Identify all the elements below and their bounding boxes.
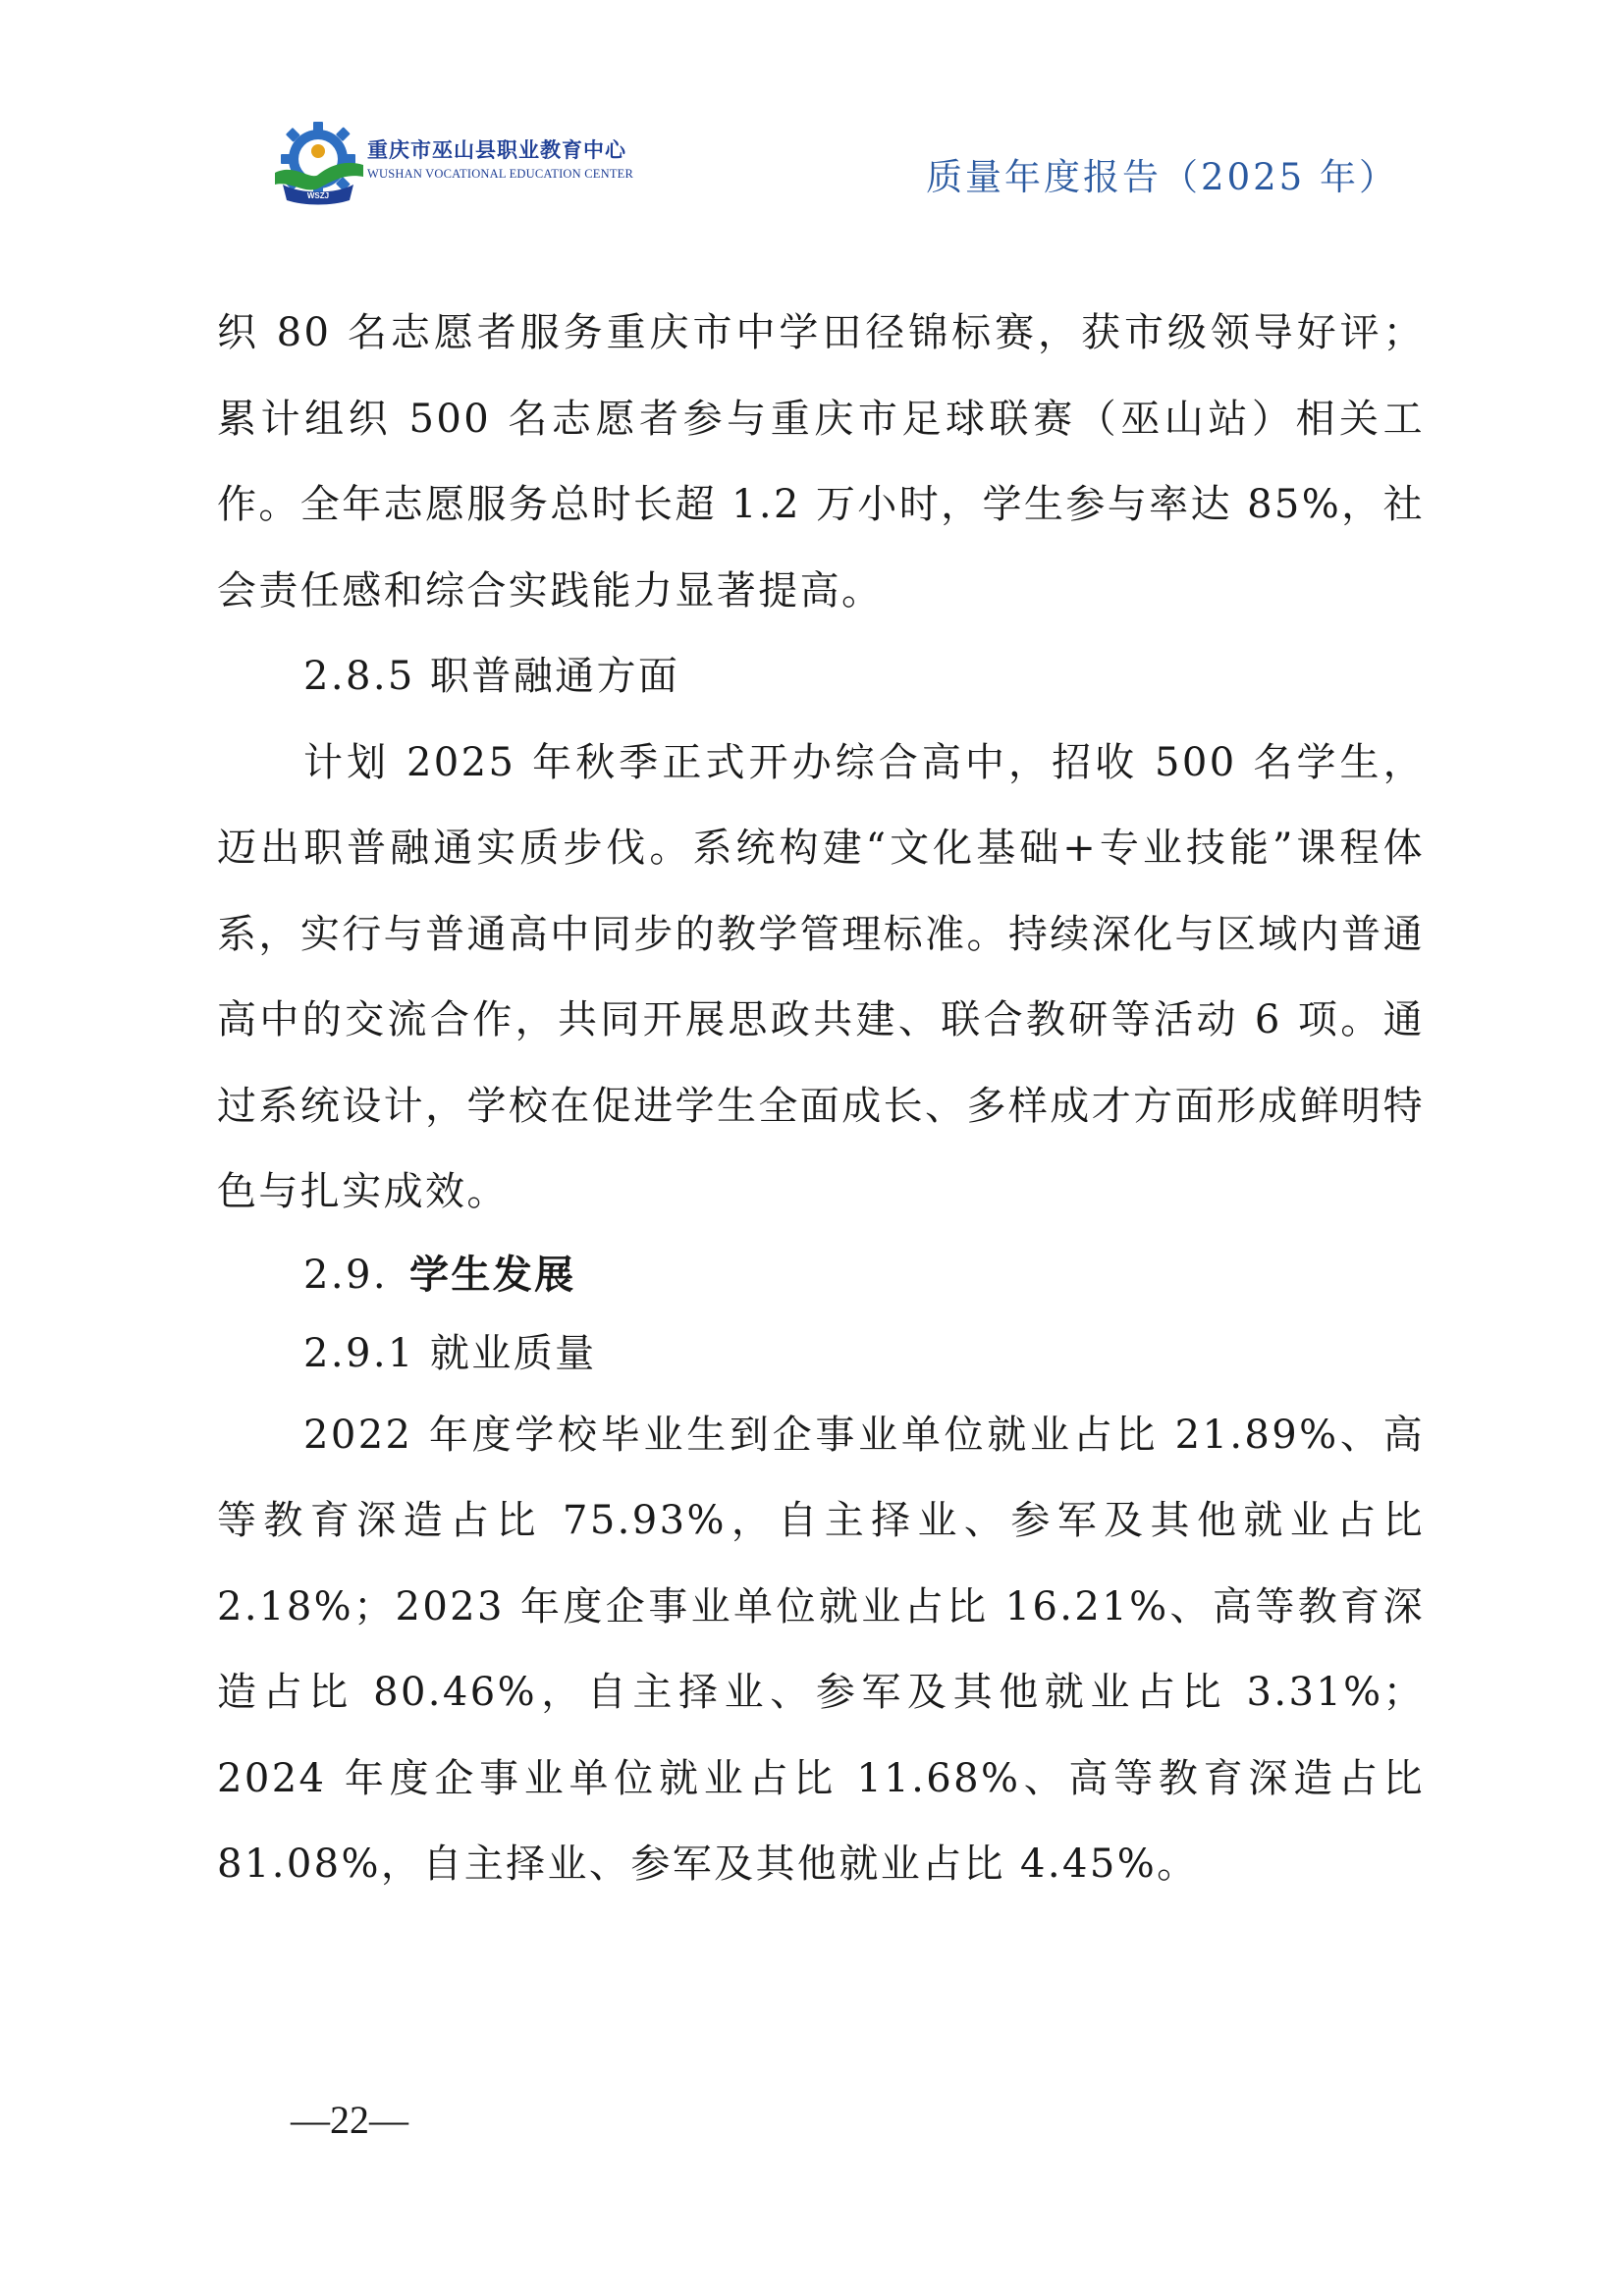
paragraph-volunteer-service: 织 80 名志愿者服务重庆市中学田径锦标赛，获市级领导好评；累计组织 500 名志愿者参与重庆市足球联赛（巫山站）相关工作。全年志愿服务总时长超 1.2 万小时，学生参与率达 85%，社会责任感和综合实践能力显著提高。 xyxy=(217,310,1425,614)
page-number: —22— xyxy=(291,2098,408,2142)
school-logo xyxy=(271,116,634,206)
gear-logo-icon xyxy=(271,116,365,206)
logo-badge-text: WSZJ xyxy=(306,191,330,200)
heading-2-9 xyxy=(217,1236,1425,1314)
heading-2-9-1: 2.9.1 就业质量 xyxy=(303,1330,597,1376)
paragraph-employment-quality: 2022 年度学校毕业生到企事业单位就业占比 21.89%、高等教育深造占比 75.93%，自主择业、参军及其他就业占比 2.18%；2023 年度企事业单位就业占比 16.21%、高等教育深造占比 80.46%，自主择业、参军及其他就业占比 3.31%；2024 年度企事业单位就业占比 11.68%、高等教育深造占比 81.08%，自主择业、参军及其他就业占比 4.45%。 xyxy=(217,1412,1425,1887)
heading-2-9-title: 学生发展 xyxy=(408,1251,576,1298)
page-body xyxy=(217,291,1425,1908)
page-header xyxy=(0,0,1624,226)
school-name-en: WUSHAN VOCATIONAL EDUCATION CENTER xyxy=(367,167,634,181)
report-title: 质量年度报告（2025 年） xyxy=(926,156,1398,198)
school-name-cn: 重庆市巫山县职业教育中心 xyxy=(367,138,626,162)
heading-2-9-number: 2.9. xyxy=(303,1252,388,1298)
paragraph-vocational-general-integration: 计划 2025 年秋季正式开办综合高中，招收 500 名学生，迈出职普融通实质步伐。系统构建“文化基础+专业技能”课程体系，实行与普通高中同步的教学管理标准。持续深化与区域内普通高中的交流合作，共同开展思政共建、联合教研等活动 6 项。通过系统设计，学校在促进学生全面成长、多样成才方面形成鲜明特色与扎实成效。 xyxy=(217,739,1425,1214)
heading-2-8-5: 2.8.5 职普融通方面 xyxy=(303,654,680,699)
